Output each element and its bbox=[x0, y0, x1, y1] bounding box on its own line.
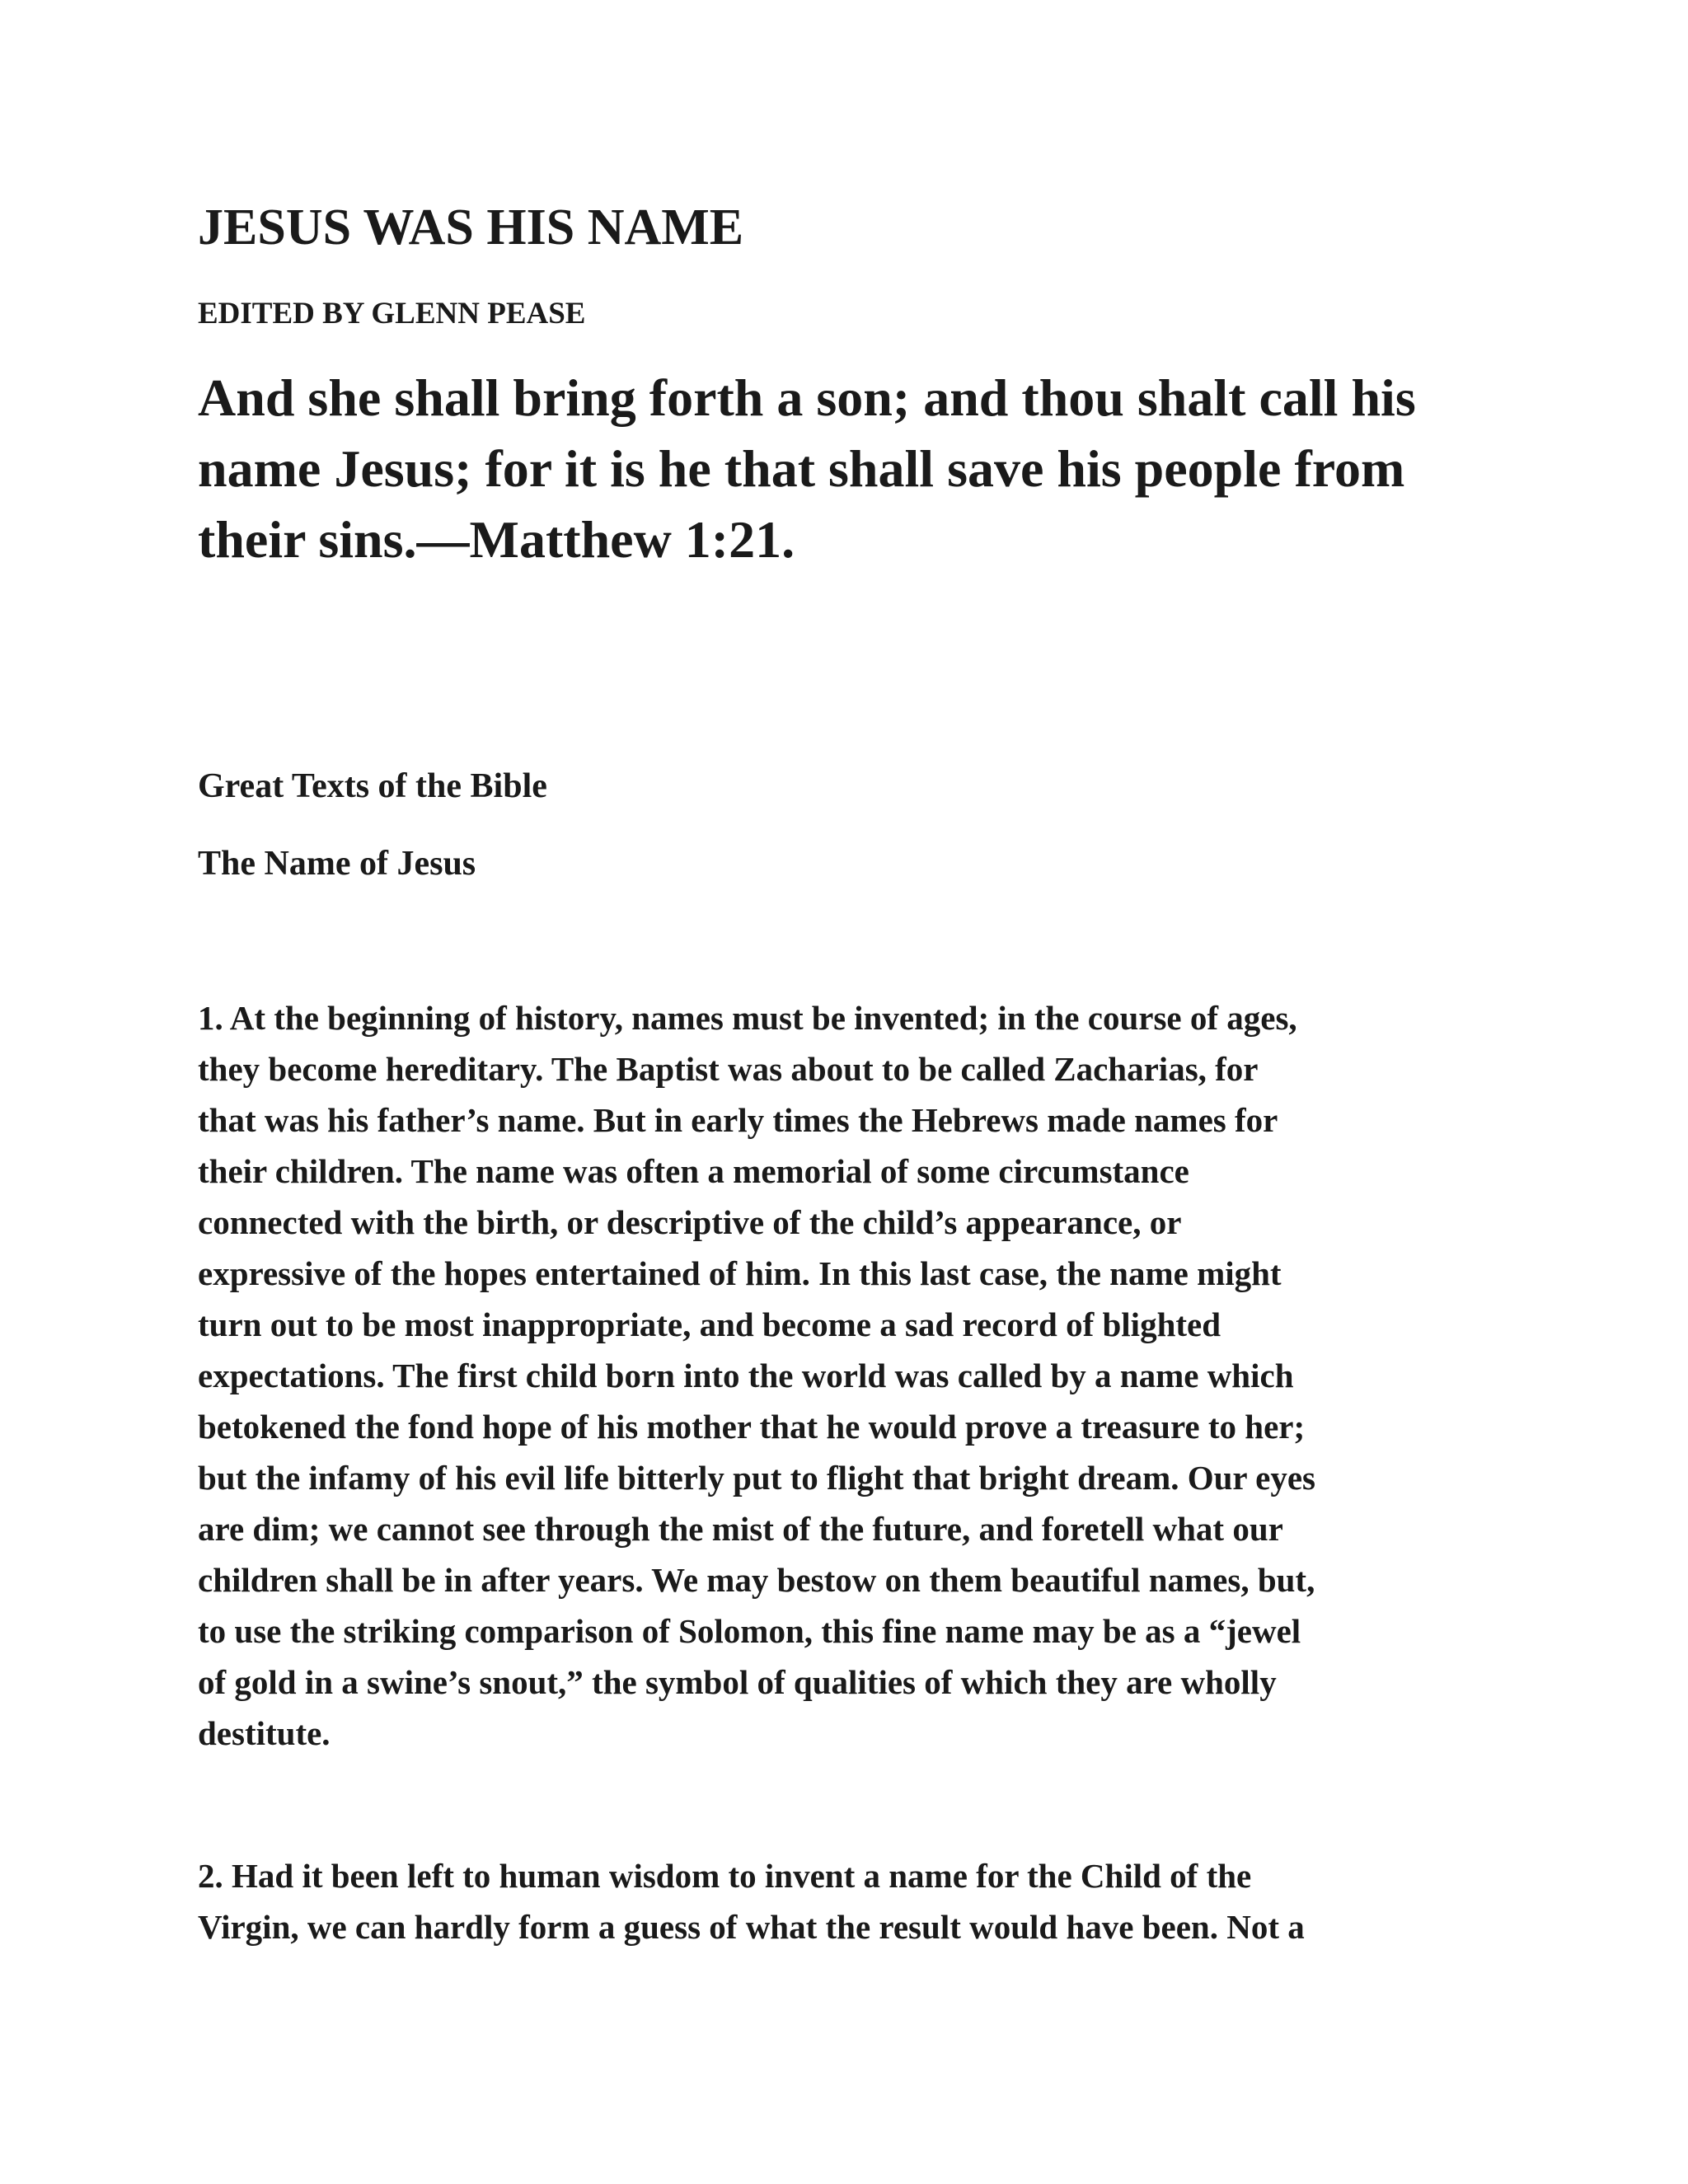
paragraph-2 bbox=[198, 1850, 1533, 1952]
paragraph-line: betokened the fond hope of his mother that he would prove a treasure to her; bbox=[198, 1408, 1306, 1446]
paragraph-line: children shall be in after years. We may bestow on them beautiful names, but, bbox=[198, 1561, 1315, 1599]
section-heading: The Name of Jesus bbox=[198, 845, 476, 883]
paragraph-line: 1. At the beginning of history, names must be invented; in the course of ages, bbox=[198, 999, 1297, 1037]
paragraph-line: of gold in a swine’s snout,” the symbol of qualities of which they are wholly bbox=[198, 1663, 1277, 1701]
paragraph-line: connected with the birth, or descriptive of the child’s appearance, or bbox=[198, 1203, 1182, 1241]
paragraph-line: they become hereditary. The Baptist was about to be called Zacharias, for bbox=[198, 1050, 1259, 1088]
scripture-verse bbox=[198, 363, 1533, 575]
document-title: JESUS WAS HIS NAME bbox=[198, 199, 744, 255]
paragraph-line: but the infamy of his evil life bitterly put to flight that bright dream. Our eyes bbox=[198, 1459, 1315, 1497]
verse-line: name Jesus; for it is he that shall save his people from bbox=[198, 439, 1405, 498]
paragraph-line: expressive of the hopes entertained of him. In this last case, the name might bbox=[198, 1254, 1282, 1292]
paragraph-line: 2. Had it been left to human wisdom to invent a name for the Child of the bbox=[198, 1857, 1252, 1895]
paragraph-line: expectations. The first child born into the world was called by a name which bbox=[198, 1357, 1294, 1394]
paragraph-1 bbox=[198, 992, 1533, 1759]
paragraph-line: turn out to be most inappropriate, and become a sad record of blighted bbox=[198, 1305, 1221, 1343]
paragraph-line: Virgin, we can hardly form a guess of what the result would have been. Not a bbox=[198, 1908, 1305, 1946]
paragraph-line: are dim; we cannot see through the mist of the future, and foretell what our bbox=[198, 1510, 1283, 1548]
paragraph-line: that was his father’s name. But in early times the Hebrews made names for bbox=[198, 1101, 1278, 1139]
verse-line: their sins.—Matthew 1:21. bbox=[198, 510, 795, 569]
paragraph-line: to use the striking comparison of Solomon, this fine name may be as a “jewel bbox=[198, 1612, 1301, 1650]
source-heading: Great Texts of the Bible bbox=[198, 767, 547, 805]
paragraph-line: their children. The name was often a memorial of some circumstance bbox=[198, 1152, 1189, 1190]
verse-line: And she shall bring forth a son; and thou shalt call his bbox=[198, 368, 1416, 427]
editor-credit: EDITED BY GLENN PEASE bbox=[198, 297, 586, 330]
paragraph-line: destitute. bbox=[198, 1714, 331, 1752]
